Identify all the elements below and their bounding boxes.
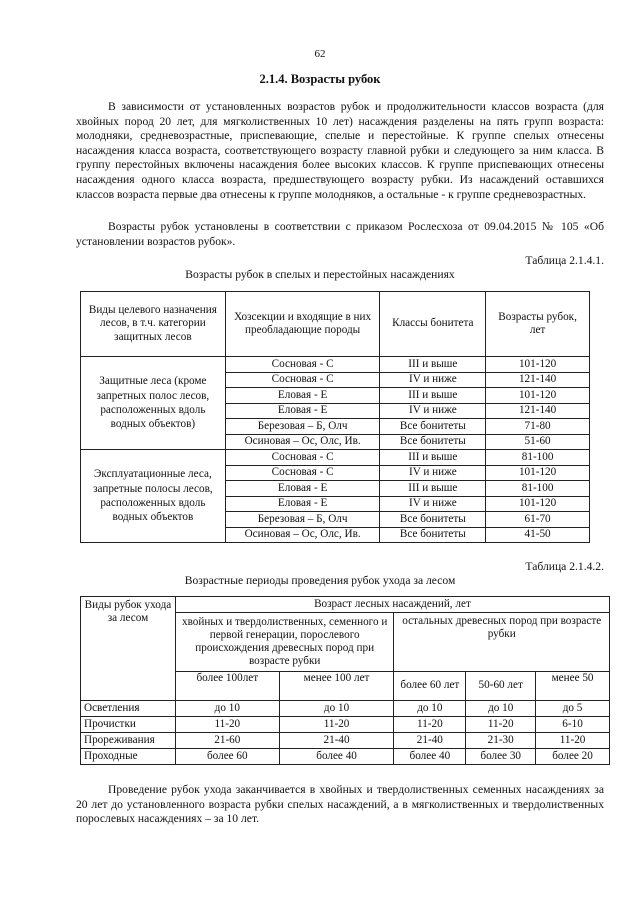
table-cell: 11-20 [394,717,466,733]
paragraph-age-groups: В зависимости от установленных возрастов рубок и продолжительности классов возраста (для хвойных пород 20 лет, для мягколиственных 10 лет) насаждения разделены на пять групп возраста: молодняки, средневозрастные, приспевающие, спелые и перестойные. К группе спелых отнесены насаждения класса возраста, соответствующего возрасту главной рубки и следующего за ним класса. В группу перестойных включены насаждения более высоких классов. К группе приспевающих отнесены насаждения одного класса возраста, предшествующего возрасту рубки. Из насаждений оставшихся классов возраста первые два отнесены к группе молодняков, а остальные - к группе средневозрастных. [76,100,604,201]
table-cell: Сосновая - С [225,450,380,466]
table2-header-cell: менее 50 [536,672,610,701]
table-cell: 61-70 [486,512,590,528]
table-cell: 11-20 [279,717,394,733]
section-heading: 2.1.4. Возрасты рубок [259,72,381,86]
table-cell: до 10 [175,701,279,717]
table-cell: до 10 [394,701,466,717]
table-cell: Осиновая – Ос, Олс, Ив. [225,434,380,450]
table2-header-cell: более 100лет [175,672,279,701]
table1-title: Возрасты рубок в спелых и перестойных насаждениях [185,268,455,281]
table-cell: 51-60 [486,434,590,450]
table-cell: 6-10 [536,717,610,733]
table-cell: IV и ниже [380,496,486,512]
table2-title: Возрастные периоды проведения рубок ухода за лесом [184,574,456,587]
table-cell: III и выше [380,357,486,373]
table-cell: более 30 [466,749,536,765]
table-cell: до 10 [279,701,394,717]
table1-group-cell: Эксплуатационные леса, запретные полосы лесов, расположенных вдоль водных объектов [81,450,226,543]
table-cell: 121-140 [486,372,590,388]
table-cell: 81-100 [486,450,590,466]
table-cell: 11-20 [536,733,610,749]
table-cell: 41-50 [486,527,590,543]
page-number: 62 [314,48,326,60]
table1-header-cell: Хозсекции и входящие в них преобладающие породы [225,292,380,357]
table-cell: IV и ниже [380,403,486,419]
table-cell: 21-60 [175,733,279,749]
table-cell: Осветления [81,701,176,717]
table2-header-cell: Возраст лесных насаждений, лет [175,597,609,613]
table1-header-cell: Классы бонитета [380,292,486,357]
table-cell: Еловая - Е [225,481,380,497]
table-cell: 101-120 [486,388,590,404]
table-cell: IV и ниже [380,372,486,388]
table2-header-row [81,597,610,613]
table2-header-cell: остальных древесных пород при возрасте рубки [394,613,610,672]
table-cell: до 5 [536,701,610,717]
table-cell: Березовая – Б, Олч [225,419,380,435]
table-cell: до 10 [466,701,536,717]
table-cell: 101-120 [486,357,590,373]
table-cell: Сосновая - С [225,357,380,373]
table-cell: IV и ниже [380,465,486,481]
table-cell: Еловая - Е [225,496,380,512]
table-cell: 71-80 [486,419,590,435]
table-cell: 101-120 [486,465,590,481]
paragraph-thinning-end: Проведение рубок ухода заканчивается в хвойных и твердолиственных семенных насаждениях за 20 лет до установленного возраста рубки спелых насаждений, а в мягколиственных и твердолиственных порослевых насаждениях – за 10 лет. [76,783,604,826]
paragraph-order: Возрасты рубок установлены в соответствии с приказом Рослесхоза от 09.04.2015 № 105 «Об установлении возрастов рубок». [76,220,604,248]
table-cell: более 60 [175,749,279,765]
table-cell: Березовая – Б, Олч [225,512,380,528]
table-cell: Еловая - Е [225,403,380,419]
table-cell: 21-40 [394,733,466,749]
table1-label: Таблица 2.1.4.1. [525,254,604,267]
table-cell: III и выше [380,388,486,404]
table2-header-cell: 50-60 лет [466,672,536,701]
table-cell: Сосновая - С [225,372,380,388]
table1-header-cell: Возрасты рубок, лет [486,292,590,357]
table-cell: Все бонитеты [380,527,486,543]
table-cell: III и выше [380,450,486,466]
table-cell: более 40 [279,749,394,765]
table-thinning-periods [80,596,610,765]
table-cell: Все бонитеты [380,512,486,528]
table-row [81,701,610,717]
table-cell: Прореживания [81,733,176,749]
table-cell: Осиновая – Ос, Олс, Ив. [225,527,380,543]
table-row [81,450,590,466]
table2-header-cell: Виды рубок ухода за лесом [81,597,176,701]
table2-header-cell: хвойных и твердолиственных, семенного и первой генерации, порослевого происхождения древесных пород при возрасте рубки [175,613,394,672]
table-cell: Еловая - Е [225,388,380,404]
table-cell: 121-140 [486,403,590,419]
table1-header-row [81,292,590,357]
table-row [81,733,610,749]
table2-label: Таблица 2.1.4.2. [525,560,604,573]
table-cell: более 40 [394,749,466,765]
table-felling-ages [80,291,590,543]
table-cell: 101-120 [486,496,590,512]
table-cell: 11-20 [175,717,279,733]
table-cell: 21-40 [279,733,394,749]
table-cell: Все бонитеты [380,434,486,450]
table-row [81,357,590,373]
table2-header-cell: менее 100 лет [279,672,394,701]
table-cell: Проходные [81,749,176,765]
table1-header-cell: Виды целевого назначения лесов, в т.ч. категории защитных лесов [81,292,226,357]
table-cell: Прочистки [81,717,176,733]
table-cell: 81-100 [486,481,590,497]
table-cell: 11-20 [466,717,536,733]
table-cell: III и выше [380,481,486,497]
table2-header-cell: более 60 лет [394,672,466,701]
table-cell: Сосновая - С [225,465,380,481]
table-cell: Все бонитеты [380,419,486,435]
table1-group-cell: Защитные леса (кроме запретных полос лесов, расположенных вдоль водных объектов) [81,357,226,450]
table-row [81,749,610,765]
table-cell: 21-30 [466,733,536,749]
table-cell: более 20 [536,749,610,765]
table-row [81,717,610,733]
